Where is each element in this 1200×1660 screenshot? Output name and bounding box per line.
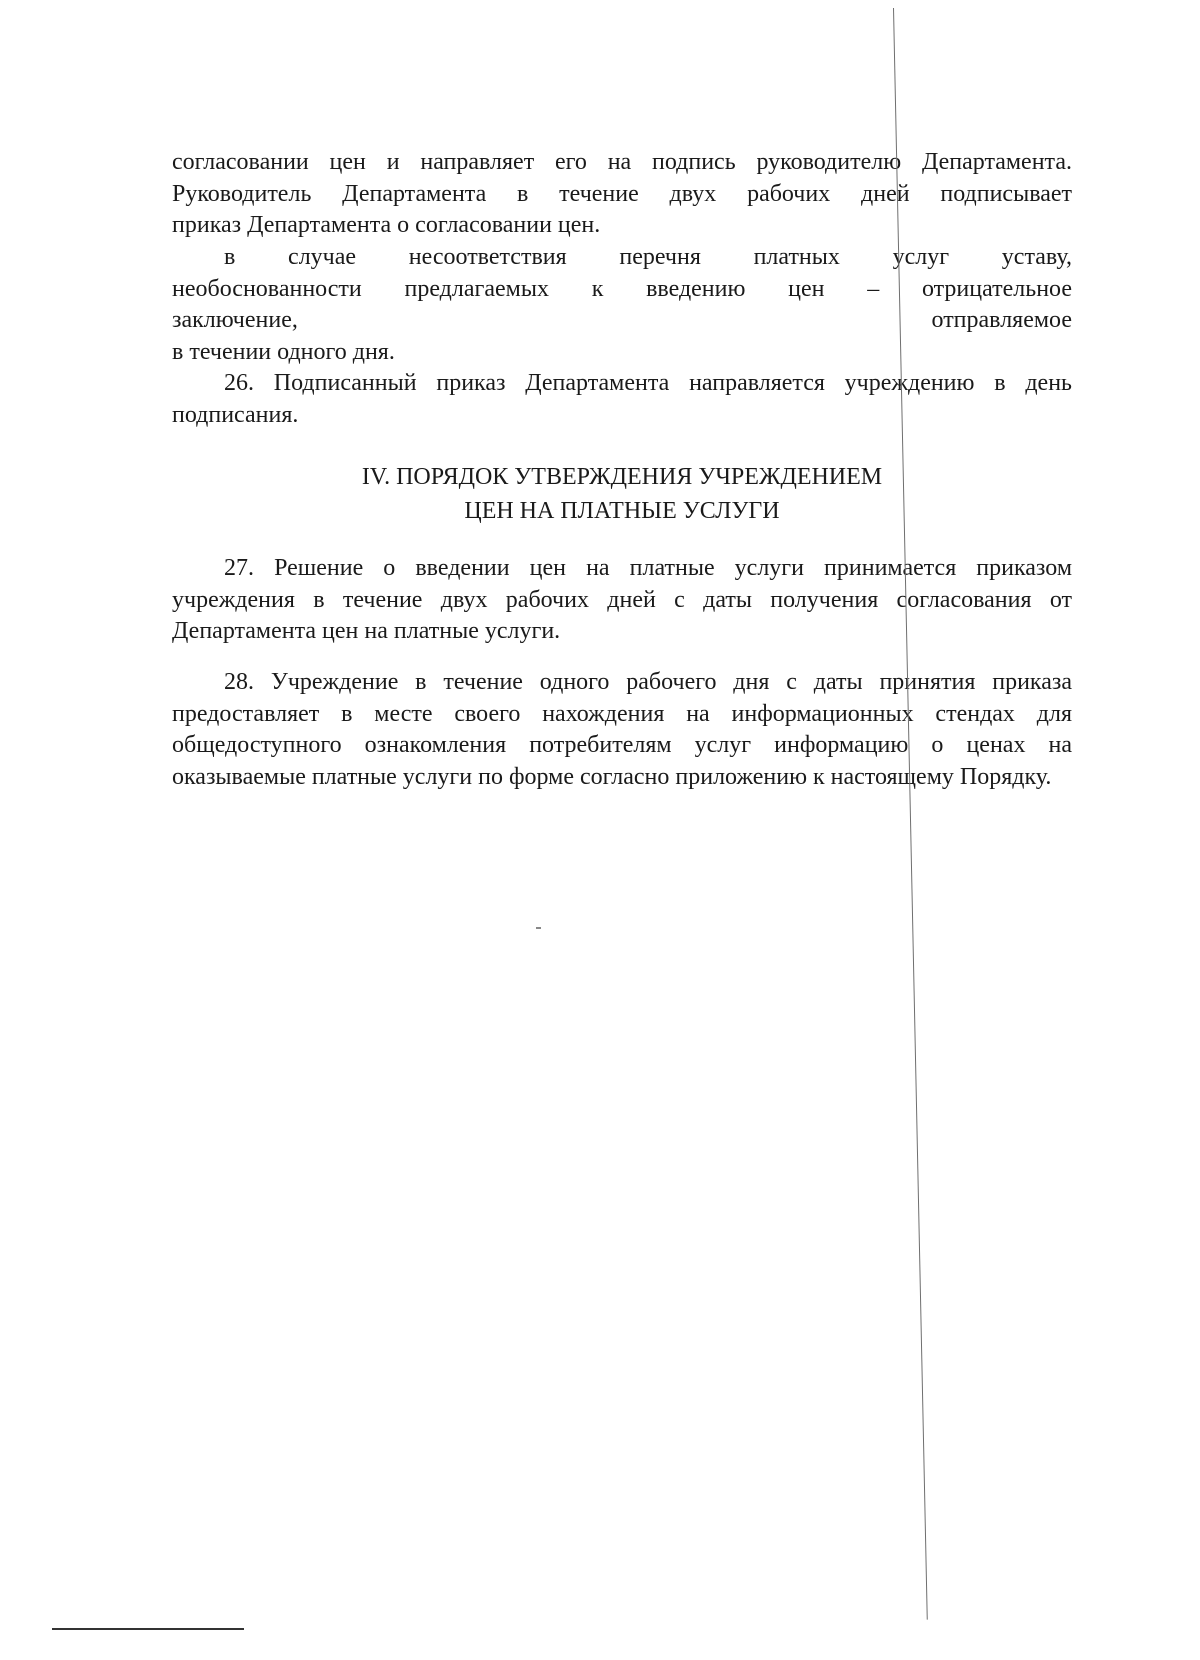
text-line: Руководитель Департамента в течение двух рабочих дней подписывает xyxy=(172,180,1072,207)
paragraph-case xyxy=(172,242,1072,368)
text-line: необоснованности предлагаемых к введению цен – отрицательное xyxy=(172,275,1072,302)
text-line: приказ Департамента о согласовании цен. xyxy=(172,212,601,238)
section-heading-line: ЦЕН НА ПЛАТНЫЕ УСЛУГИ xyxy=(464,498,780,524)
text-line: заключение, отправляемое xyxy=(172,307,1072,333)
text-line: согласовании цен и направляет его на подпись руководителю Департамента. xyxy=(172,149,1072,175)
paragraph-continuation xyxy=(172,147,1072,242)
section-heading-line: IV. ПОРЯДОК УТВЕРЖДЕНИЯ УЧРЕЖДЕНИЕМ xyxy=(361,464,883,490)
paragraph-26: 26. Подписанный приказ Департамента направляется учреждению в день подписания. xyxy=(172,370,1072,428)
section-heading xyxy=(172,460,1072,528)
text-line: в течении одного дня. xyxy=(172,338,395,365)
paragraph-28: 28. Учреждение в течение одного рабочего дня с даты принятия приказа предоставляет в месте своего нахождения на информационных стендах для общедоступного ознакомления потребителям услуг информацию о ценах на оказываемые платные услуги по форме согласно приложению к настоящему Порядку. xyxy=(172,669,1072,790)
text-line: в случае несоответствия перечня платных услуг уставу, xyxy=(224,244,1072,270)
paragraph-27: 27. Решение о введении цен на платные услуги принимается приказом учреждения в течение двух рабочих дней с даты получения согласования от Департамента цен на платные услуги. xyxy=(172,555,1072,644)
footer-rule xyxy=(52,1628,244,1630)
scan-speck xyxy=(536,927,541,929)
